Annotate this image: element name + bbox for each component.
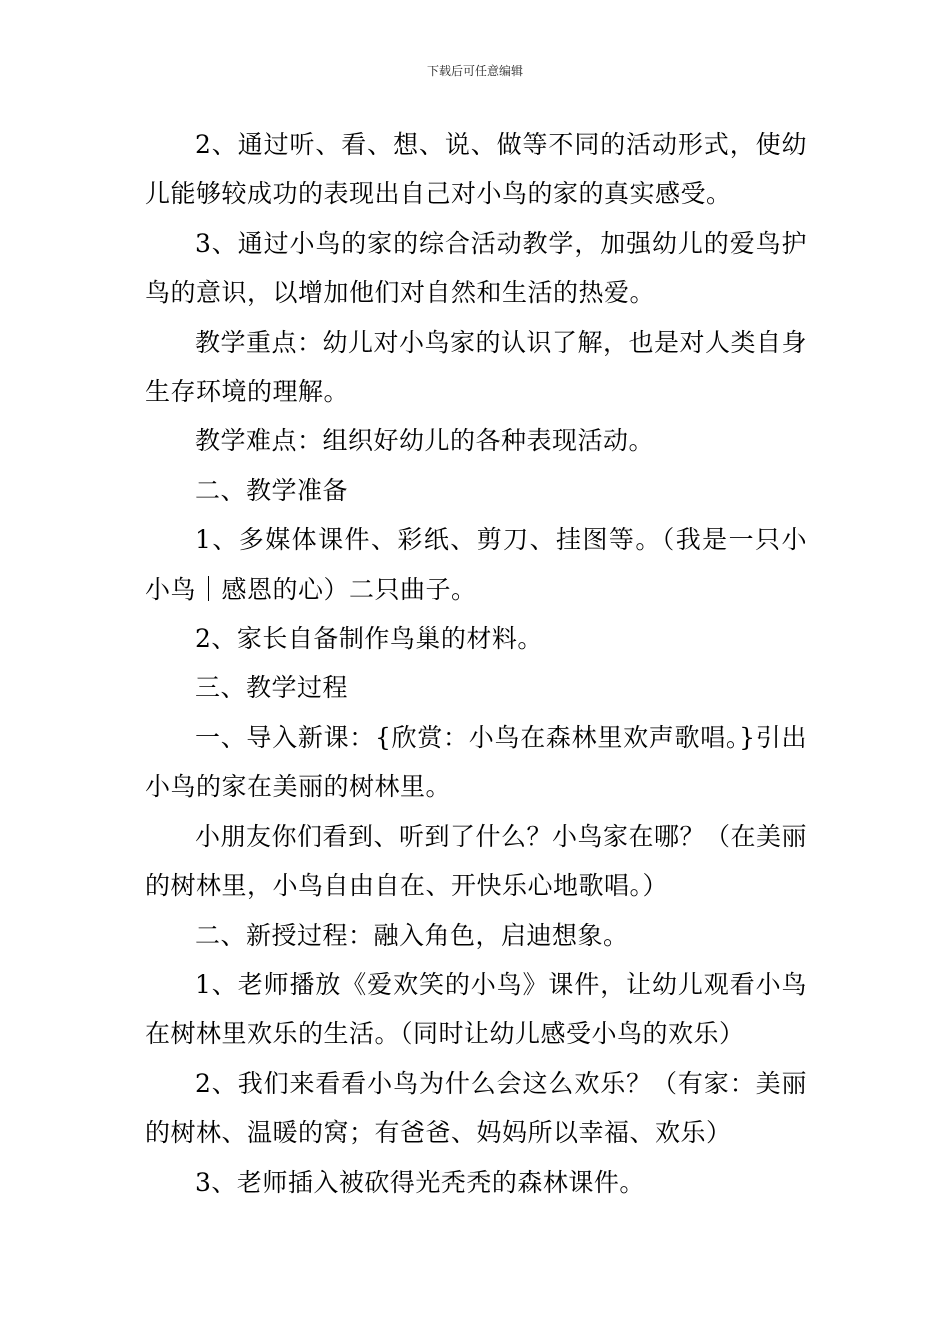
paragraph-objective-3: 3、通过小鸟的家的综合活动教学，加强幼儿的爱鸟护鸟的意识，以增加他们对自然和生活的热爱。 (145, 228, 807, 308)
paragraph-difficulty: 教学难点：组织好幼儿的各种表现活动。 (195, 426, 655, 456)
section-heading-preparation: 二、教学准备 (195, 475, 349, 505)
page-header: 下载后可任意编辑 (426, 64, 523, 78)
paragraph-step-1: 1、老师播放《爱欢笑的小鸟》课件，让幼儿观看小鸟在树林里欢乐的生活。（同时让幼儿感受小鸟的欢乐） (145, 969, 807, 1049)
paragraph-step-3: 3、老师插入被砍得光秃秃的森林课件。 (195, 1167, 645, 1197)
paragraph-objective-2: 2、通过听、看、想、说、做等不同的活动形式，使幼儿能够较成功的表现出自己对小鸟的家的真实感受。 (145, 130, 807, 209)
paragraph-question: 小朋友你们看到、听到了什么？小鸟家在哪？（在美丽的树林里，小鸟自由自在、开快乐心地歌唱。） (145, 821, 808, 901)
paragraph-step-2: 2、我们来看看小鸟为什么会这么欢乐？（有家：美丽的树林、温暖的窝；有爸爸、妈妈所以幸福、欢乐） (145, 1068, 807, 1148)
paragraph-introduction: 一、导入新课：{欣赏：小鸟在森林里欢声歌唱。}引出小鸟的家在美丽的树林里。 (145, 722, 807, 802)
section-heading-process: 三、教学过程 (195, 673, 349, 703)
section-heading-new-lesson: 二、新授过程：融入角色，启迪想象。 (195, 920, 629, 950)
paragraph-key-point: 教学重点：幼儿对小鸟家的认识了解，也是对人类自身生存环境的理解。 (145, 327, 808, 407)
document-body (145, 120, 807, 1207)
paragraph-preparation-1: 1、多媒体课件、彩纸、剪刀、挂图等。（我是一只小小鸟｜感恩的心）二只曲子。 (145, 525, 807, 604)
paragraph-preparation-2: 2、家长自备制作鸟巢的材料。 (195, 624, 543, 654)
